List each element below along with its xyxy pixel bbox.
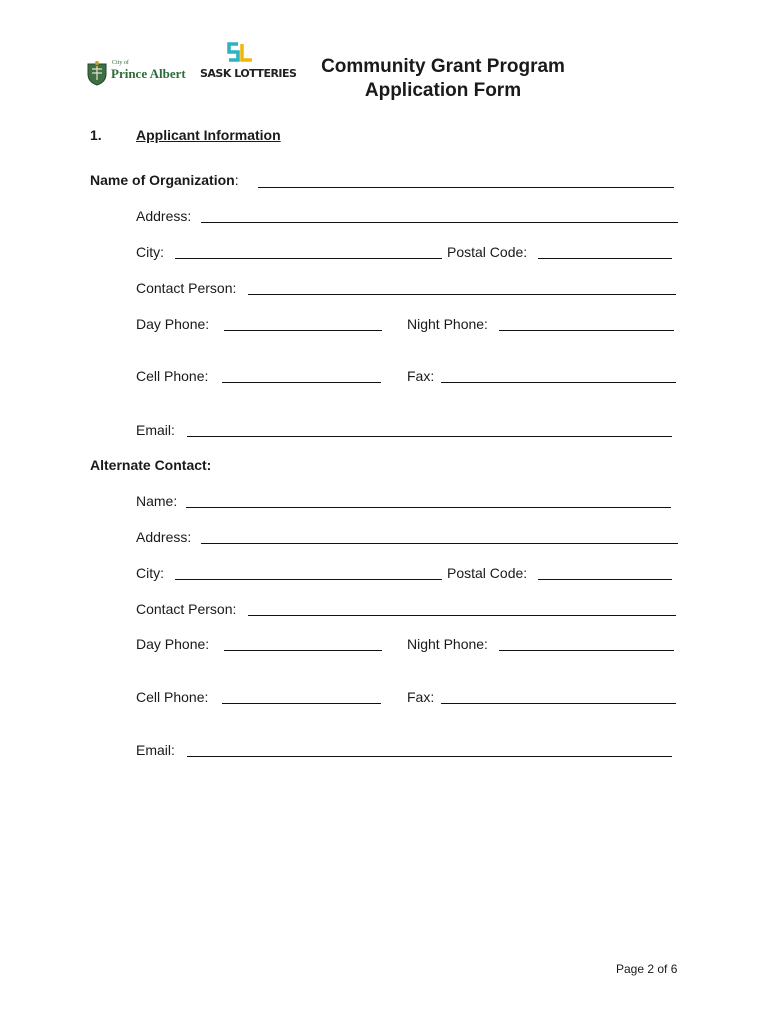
alt-email-field[interactable] <box>187 756 672 757</box>
alt-name-field[interactable] <box>186 507 671 508</box>
fax-field[interactable] <box>441 382 676 383</box>
postal-code-field[interactable] <box>538 258 672 259</box>
org-name-label: Name of Organization: <box>90 172 239 188</box>
cell-phone-field[interactable] <box>222 382 381 383</box>
email-label: Email: <box>136 422 175 438</box>
day-phone-field[interactable] <box>224 330 382 331</box>
address-label: Address: <box>136 208 192 224</box>
form-title-line2: Application Form <box>364 80 522 101</box>
postal-code-label: Postal Code: <box>447 244 528 260</box>
alt-night-phone-field[interactable] <box>499 650 674 651</box>
alt-cell-phone-field[interactable] <box>222 703 381 704</box>
day-phone-label: Day Phone: <box>136 316 210 332</box>
city-crest-icon <box>86 60 108 86</box>
alt-city-field[interactable] <box>175 579 442 580</box>
org-name-field[interactable] <box>258 187 674 188</box>
alt-email-label: Email: <box>136 742 175 758</box>
alt-address-field[interactable] <box>201 543 678 544</box>
alt-contact-person-field[interactable] <box>248 615 676 616</box>
sask-lotteries-mark-icon <box>226 42 254 64</box>
form-title-line1: Community Grant Program <box>321 56 565 77</box>
alt-cell-phone-label: Cell Phone: <box>136 689 209 705</box>
alt-contact-person-label: Contact Person: <box>136 601 237 617</box>
night-phone-label: Night Phone: <box>407 316 488 332</box>
section-heading: Applicant Information <box>136 127 281 143</box>
cell-phone-label: Cell Phone: <box>136 368 209 384</box>
section-number: 1. <box>90 127 102 143</box>
email-field[interactable] <box>187 436 672 437</box>
night-phone-field[interactable] <box>499 330 674 331</box>
contact-person-label: Contact Person: <box>136 280 237 296</box>
alt-postal-code-field[interactable] <box>538 579 672 580</box>
page-number: Page 2 of 6 <box>616 962 678 976</box>
fax-label: Fax: <box>407 368 435 384</box>
city-logo <box>86 58 194 88</box>
alt-address-label: Address: <box>136 529 192 545</box>
alt-postal-code-label: Postal Code: <box>447 565 528 581</box>
alt-fax-field[interactable] <box>441 703 676 704</box>
alt-fax-label: Fax: <box>407 689 435 705</box>
sask-lotteries-name: SASK LOTTERIES <box>200 67 297 80</box>
city-prefix: City of <box>112 60 129 66</box>
alt-night-phone-label: Night Phone: <box>407 636 488 652</box>
address-field[interactable] <box>201 222 678 223</box>
city-name: Prince Albert <box>111 66 186 81</box>
city-field[interactable] <box>175 258 442 259</box>
alt-name-label: Name: <box>136 493 178 509</box>
sask-lotteries-logo <box>200 42 297 86</box>
alt-day-phone-field[interactable] <box>224 650 382 651</box>
alt-day-phone-label: Day Phone: <box>136 636 210 652</box>
contact-person-field[interactable] <box>248 294 676 295</box>
alt-city-label: City: <box>136 565 164 581</box>
alternate-contact-heading: Alternate Contact: <box>90 457 212 473</box>
city-label: City: <box>136 244 164 260</box>
